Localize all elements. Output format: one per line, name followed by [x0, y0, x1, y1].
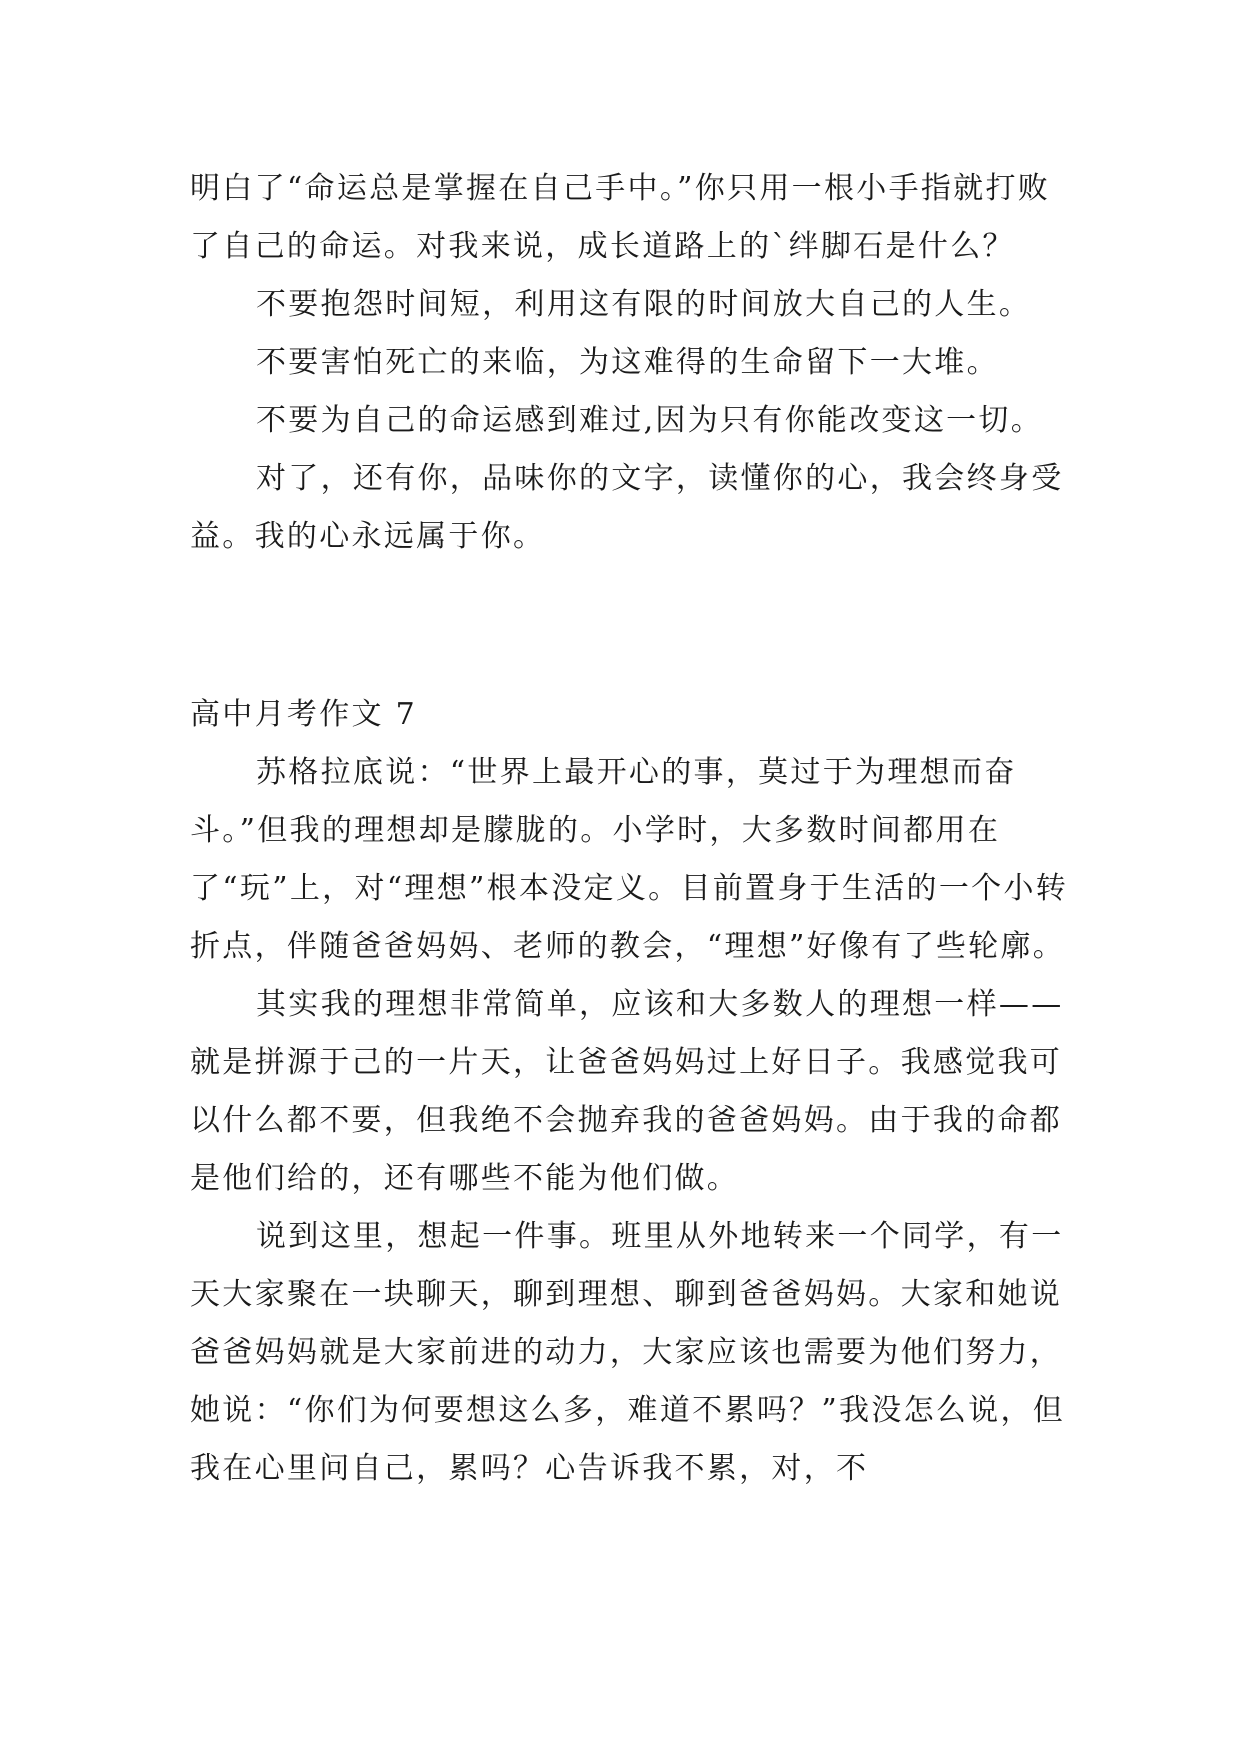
paragraph: 明白了“命运总是掌握在自己手中。”你只用一根小手指就打败了自己的命运。对我来说，成长道路上的`绊脚石是什么？	[190, 171, 1051, 264]
paragraph: 苏格拉底说：“世界上最开心的事，莫过于为理想而奋斗。”但我的理想却是朦胧的。小学时，大多数时间都用在了“玩”上，对“理想”根本没定义。目前置身于生活的一个小转折点，伴随爸爸妈妈、老师的教会，“理想”好像有了些轮廓。	[190, 755, 1069, 964]
section-one	[190, 160, 1070, 566]
paragraph: 不要害怕死亡的来临，为这难得的生命留下一大堆。	[256, 345, 999, 380]
paragraph: 说到这里，想起一件事。班里从外地转来一个同学，有一天大家聚在一块聊天，聊到理想、聊到爸爸妈妈。大家和她说爸爸妈妈就是大家前进的动力，大家应该也需要为他们努力，她说：“你们为何要想这么多，难道不累吗？”我没怎么说，但我在心里问自己，累吗？心告诉我不累，对，不	[190, 1219, 1066, 1486]
paragraph: 不要抱怨时间短，利用这有限的时间放大自己的人生。	[256, 287, 1032, 322]
section-two	[190, 744, 1070, 1498]
section-title: 高中月考作文 7	[190, 697, 418, 732]
paragraph: 其实我的理想非常简单，应该和大多数人的理想一样——就是拼源于己的一片天，让爸爸妈妈过上好日子。我感觉我可以什么都不要，但我绝不会抛弃我的爸爸妈妈。由于我的命都是他们给的，还有哪些不能为他们做。	[190, 987, 1064, 1196]
paragraph: 对了，还有你，品味你的文字，读懂你的心，我会终身受益。我的心永远属于你。	[190, 461, 1064, 554]
paragraph: 不要为自己的命运感到难过,因为只有你能改变这一切。	[256, 403, 1044, 438]
